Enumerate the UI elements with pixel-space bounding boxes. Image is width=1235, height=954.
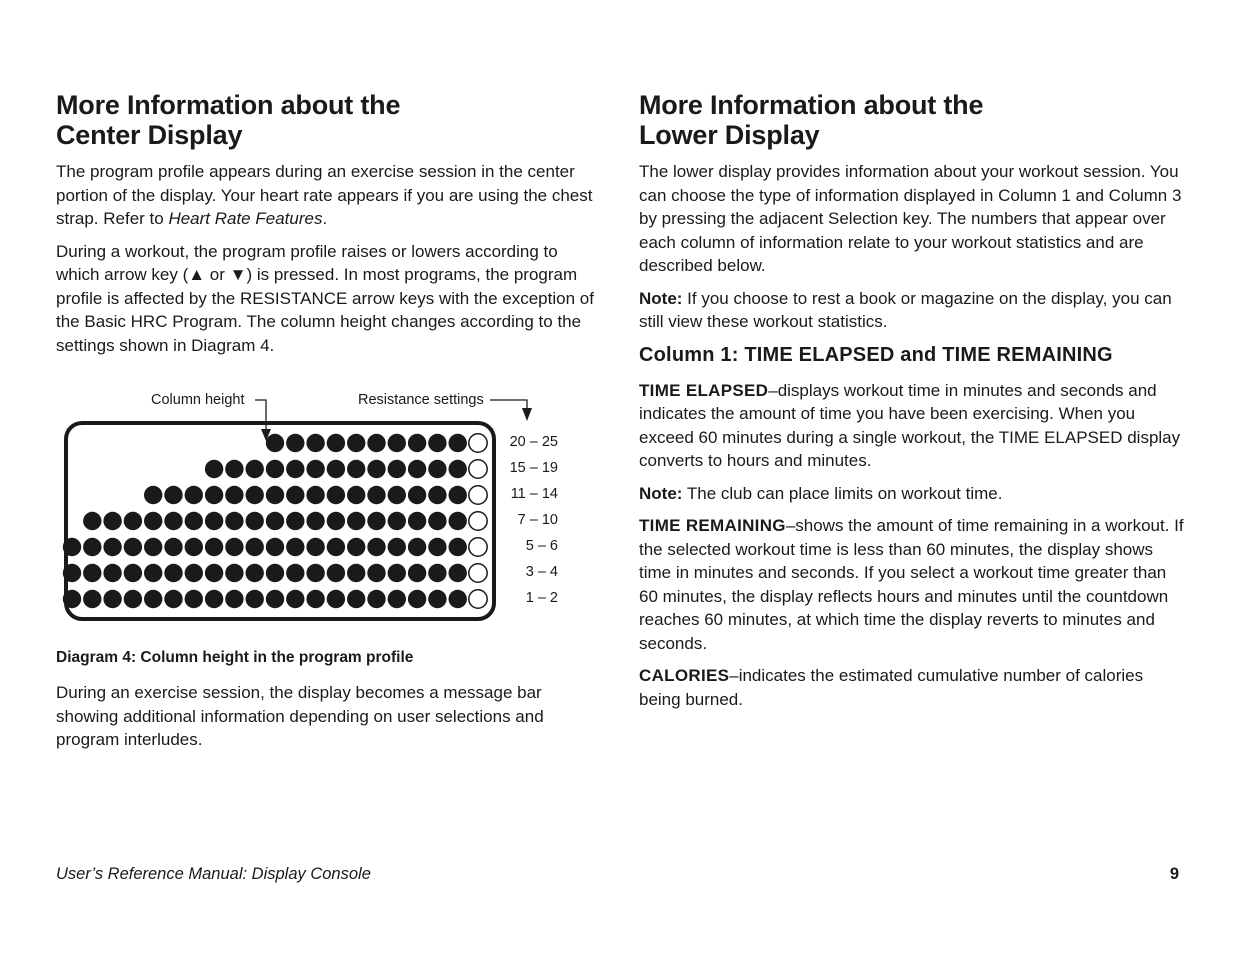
filled-dot (367, 564, 385, 582)
calories-paragraph (639, 664, 1184, 711)
filled-dot (266, 460, 284, 478)
resistance-leader (490, 400, 527, 409)
footer-manual-title: User’s Reference Manual: Display Console (56, 865, 371, 883)
filled-dot (144, 564, 162, 582)
filled-dot (225, 460, 243, 478)
filled-dot (246, 486, 264, 504)
filled-dot (449, 590, 467, 608)
intro-period: . (322, 209, 328, 228)
heading-line-2: Center Display (56, 120, 243, 150)
filled-dot (225, 538, 243, 556)
filled-dot (225, 590, 243, 608)
heading-line-1: More Information about the (56, 90, 401, 120)
filled-dot (428, 486, 446, 504)
filled-dot (225, 512, 243, 530)
filled-dot (327, 486, 345, 504)
filled-dot (205, 564, 223, 582)
filled-dot (347, 538, 365, 556)
filled-dot (347, 486, 365, 504)
empty-dot (469, 460, 487, 478)
note-text: The club can place limits on workout time. (682, 483, 1003, 503)
filled-dot (185, 486, 203, 504)
filled-dot (306, 538, 324, 556)
filled-dot (164, 486, 182, 504)
filled-dot (367, 434, 385, 452)
intro-text: The program profile appears during an exercise session in the center portion of the display. Your heart rate appears if you are using the chest strap. Refer to (56, 162, 593, 228)
filled-dot (286, 564, 304, 582)
filled-dot (266, 434, 284, 452)
resistance-range-label: 7 – 10 (517, 512, 558, 528)
filled-dot (124, 512, 142, 530)
resistance-range-label: 20 – 25 (509, 434, 558, 450)
filled-dot (266, 564, 284, 582)
filled-dot (266, 538, 284, 556)
filled-dot (408, 460, 426, 478)
filled-dot (306, 590, 324, 608)
note-paragraph (639, 482, 1184, 506)
filled-dot (103, 564, 121, 582)
resistance-range-label: 1 – 2 (525, 590, 558, 606)
filled-dot (327, 512, 345, 530)
filled-dot (63, 564, 81, 582)
filled-dot (225, 486, 243, 504)
message-bar-paragraph: During an exercise session, the display becomes a message bar showing additional information depending on user selections and program interludes. (56, 683, 544, 749)
filled-dot (225, 564, 243, 582)
time-remaining-text: –shows the amount of time remaining in a workout. If the selected workout time is less than 60 minutes, the display shows time in minutes and seconds. If you select a workout time greater than 60 minutes, the display reflects hours and minutes until the countdown reaches 60 minutes, at which time the display reverts to minutes and seconds. (639, 516, 1184, 653)
resistance-range-label: 5 – 6 (525, 538, 558, 554)
filled-dot (164, 538, 182, 556)
left-column (56, 90, 596, 761)
filled-dot (388, 512, 406, 530)
filled-dot (144, 538, 162, 556)
filled-dot (286, 486, 304, 504)
time-remaining-term: TIME REMAINING (639, 516, 786, 535)
empty-dot (469, 590, 487, 608)
filled-dot (205, 486, 223, 504)
heading-line-2: Lower Display (639, 120, 820, 150)
filled-dot (306, 512, 324, 530)
filled-dot (327, 564, 345, 582)
filled-dot (428, 460, 446, 478)
filled-dot (185, 590, 203, 608)
note-label: Note: (639, 483, 683, 503)
filled-dot (205, 538, 223, 556)
note-label: Note: (639, 288, 683, 308)
filled-dot (408, 512, 426, 530)
filled-dot (327, 460, 345, 478)
lower-display-heading (639, 90, 1184, 150)
filled-dot (103, 538, 121, 556)
resistance-range-label: 3 – 4 (525, 564, 558, 580)
filled-dot (347, 434, 365, 452)
filled-dot (286, 590, 304, 608)
empty-dot (469, 434, 487, 452)
filled-dot (103, 512, 121, 530)
filled-dot (388, 486, 406, 504)
filled-dot (246, 460, 264, 478)
center-display-intro (56, 160, 596, 231)
filled-dot (144, 512, 162, 530)
filled-dot (347, 590, 365, 608)
filled-dot (449, 434, 467, 452)
time-elapsed-term: TIME ELAPSED (639, 380, 769, 400)
filled-dot (124, 538, 142, 556)
filled-dot (367, 538, 385, 556)
filled-dot (347, 512, 365, 530)
filled-dot (408, 538, 426, 556)
filled-dot (408, 590, 426, 608)
filled-dot (266, 486, 284, 504)
filled-dot (327, 434, 345, 452)
calories-term: CALORIES (639, 666, 730, 685)
heart-rate-reference: Heart Rate Features (168, 209, 323, 228)
filled-dot (185, 564, 203, 582)
filled-dot (449, 512, 467, 530)
filled-dot (327, 590, 345, 608)
filled-dot (83, 590, 101, 608)
filled-dot (449, 460, 467, 478)
filled-dot (306, 564, 324, 582)
profile-paragraph: During a workout, the program profile raises or lowers according to which arrow key (▲ or ▼) is pressed. In most programs, the program profile is affected by the RESISTANCE arrow keys with the exception of the Basic HRC Program. The column height changes according to the settings shown in Diagram 4. (56, 241, 594, 355)
filled-dot (367, 590, 385, 608)
filled-dot (449, 538, 467, 556)
filled-dot (124, 590, 142, 608)
note-paragraph (639, 287, 1184, 334)
filled-dot (388, 564, 406, 582)
right-column (639, 90, 1184, 720)
note-text: If you choose to rest a book or magazine on the display, you can still view these workout statistics. (639, 288, 1172, 331)
calories-text: –indicates the estimated cumulative number of calories being burned. (639, 666, 1144, 709)
filled-dot (124, 564, 142, 582)
filled-dot (327, 538, 345, 556)
resistance-arrowhead (522, 408, 532, 421)
filled-dot (286, 538, 304, 556)
column-height-label: Column height (151, 392, 245, 408)
filled-dot (408, 486, 426, 504)
filled-dot (144, 590, 162, 608)
resistance-range-label: 11 – 14 (510, 486, 558, 502)
filled-dot (388, 538, 406, 556)
filled-dot (205, 460, 223, 478)
page-number: 9 (1169, 865, 1179, 883)
filled-dot (246, 590, 264, 608)
filled-dot (428, 590, 446, 608)
filled-dot (286, 460, 304, 478)
filled-dot (388, 590, 406, 608)
filled-dot (428, 538, 446, 556)
filled-dot (83, 538, 101, 556)
filled-dot (164, 590, 182, 608)
filled-dot (164, 564, 182, 582)
filled-dot (428, 434, 446, 452)
filled-dot (205, 590, 223, 608)
filled-dot (428, 512, 446, 530)
empty-dot (469, 538, 487, 556)
filled-dot (306, 486, 324, 504)
lower-display-intro: The lower display provides information about your workout session. You can choose the type of information displayed in Column 1 and Column 3 by pressing the adjacent Selection key. The numbers that appear over each column of information relate to your workout statistics and are described below. (639, 162, 1182, 275)
filled-dot (185, 512, 203, 530)
filled-dot (347, 564, 365, 582)
filled-dot (286, 512, 304, 530)
filled-dot (246, 512, 264, 530)
filled-dot (408, 434, 426, 452)
filled-dot (83, 512, 101, 530)
filled-dot (449, 564, 467, 582)
filled-dot (347, 460, 365, 478)
filled-dot (103, 590, 121, 608)
filled-dot (286, 434, 304, 452)
filled-dot (164, 512, 182, 530)
filled-dot (306, 434, 324, 452)
time-elapsed-paragraph (639, 379, 1184, 473)
filled-dot (185, 538, 203, 556)
filled-dot (205, 512, 223, 530)
filled-dot (428, 564, 446, 582)
resistance-settings-label: Resistance settings (358, 392, 484, 408)
column-height-leader (255, 400, 266, 430)
center-display-heading (56, 90, 596, 150)
empty-dot (469, 486, 487, 504)
empty-dot (469, 512, 487, 530)
filled-dot (63, 590, 81, 608)
filled-dot (449, 486, 467, 504)
heading-line-1: More Information about the (639, 90, 984, 120)
filled-dot (388, 460, 406, 478)
time-remaining-paragraph (639, 514, 1184, 655)
filled-dot (408, 564, 426, 582)
empty-dot (469, 564, 487, 582)
filled-dot (367, 512, 385, 530)
filled-dot (144, 486, 162, 504)
filled-dot (367, 460, 385, 478)
time-elapsed-text: –displays workout time in minutes and seconds and indicates the amount of time you have been exercising. When you exceed 60 minutes during a single workout, the TIME ELAPSED display converts to hours and minutes. (639, 380, 1181, 470)
filled-dot (246, 564, 264, 582)
filled-dot (246, 538, 264, 556)
filled-dot (63, 538, 81, 556)
column-height-diagram (56, 383, 596, 635)
resistance-range-label: 15 – 19 (509, 460, 558, 476)
column-1-subheading: Column 1: TIME ELAPSED and TIME REMAINING (639, 343, 1113, 366)
filled-dot (266, 590, 284, 608)
filled-dot (367, 486, 385, 504)
diagram-caption: Diagram 4: Column height in the program profile (56, 649, 414, 666)
filled-dot (266, 512, 284, 530)
filled-dot (83, 564, 101, 582)
filled-dot (306, 460, 324, 478)
filled-dot (388, 434, 406, 452)
